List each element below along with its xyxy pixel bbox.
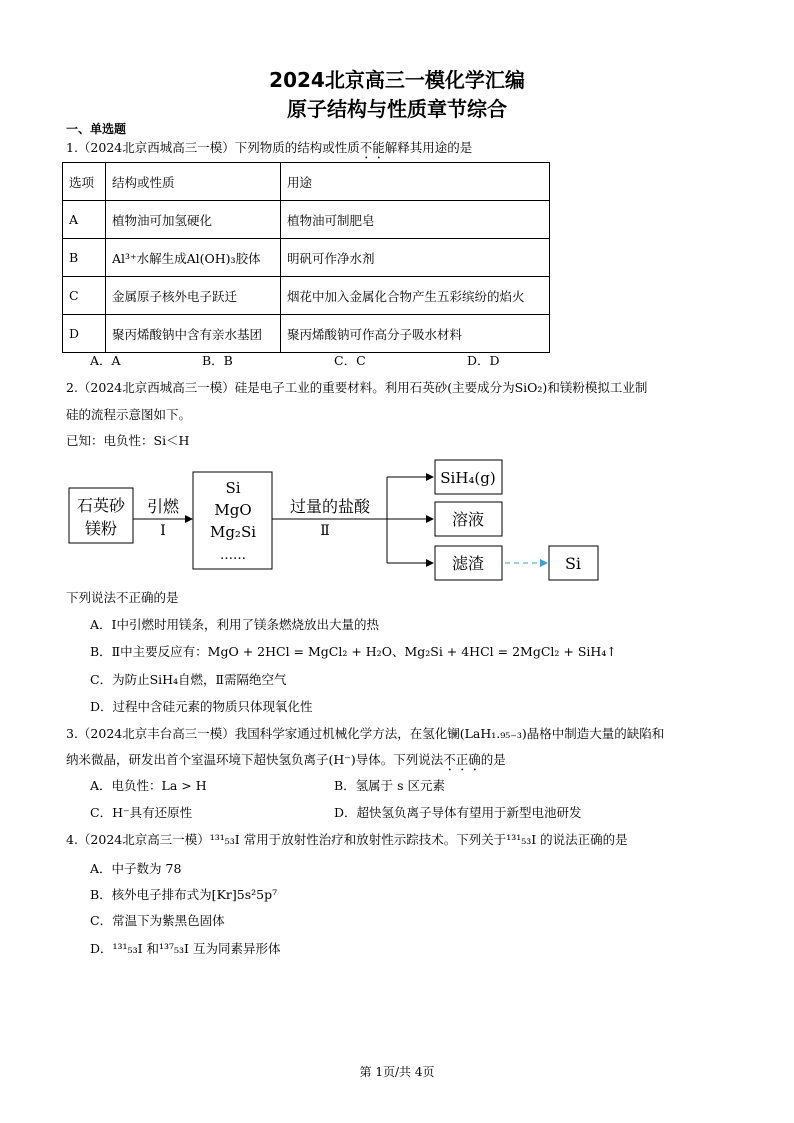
- q2-prompt: 下列说法不正确的是: [66, 590, 179, 605]
- q1-stem-a: 1.（2024北京西城高三一模）下列物质的结构或性质: [66, 140, 360, 155]
- table-cell: 烟花中加入金属化合物产生五彩缤纷的焰火: [281, 277, 550, 315]
- q1-stem-emph: 不能: [359, 140, 385, 155]
- q2-option-a: A．Ⅰ中引燃时用镁条，利用了镁条燃烧放出大量的热: [90, 617, 379, 632]
- table-row: [63, 315, 550, 353]
- table-row: [63, 239, 550, 277]
- table-cell: D: [63, 315, 106, 353]
- table-cell: 植物油可制肥皂: [281, 201, 550, 239]
- q1-option-c: C．C: [334, 353, 366, 368]
- table-row: [63, 277, 550, 315]
- flow-out2: 溶液: [451, 510, 485, 529]
- flow-box2-line4: ……: [220, 548, 246, 563]
- q4-option-d: D．¹³¹₅₃I 和¹³⁷₅₃I 互为同素异形体: [90, 941, 281, 956]
- table-cell: A: [63, 201, 106, 239]
- q4-stem: 4.（2024北京高三一模）¹³¹₅₃I 常用于放射性治疗和放射性示踪技术。下列关于¹³¹₅₃I 的说法正确的是: [66, 832, 628, 847]
- flow-box1-line1: 石英砂: [76, 496, 126, 515]
- table-header-cell: 结构或性质: [106, 163, 281, 201]
- flow-box2-line2: MgO: [214, 501, 252, 519]
- section-heading: 一、单选题: [66, 122, 127, 136]
- flow-arrow1-label: 引燃: [146, 497, 180, 516]
- q3-option-b: B．氢属于 s 区元素: [334, 778, 446, 793]
- table-cell: 明矾可作净水剂: [281, 239, 550, 277]
- q1-stem: [66, 140, 472, 162]
- flow-arrow1-step: Ⅰ: [160, 523, 166, 539]
- q2-stem-line1: 2.（2024北京西城高三一模）硅是电子工业的重要材料。利用石英砂(主要成分为SiO₂)和镁粉模拟工业制: [66, 380, 648, 395]
- q2-known: 已知：电负性：Si＜H: [66, 433, 190, 448]
- q3-stem-line2: [66, 752, 506, 774]
- q4-option-a: A．中子数为 78: [90, 861, 182, 876]
- q1-option-a: A．A: [90, 353, 121, 368]
- flow-out3: 滤渣: [451, 554, 485, 573]
- q1-stem-b: 解释其用途的是: [384, 140, 473, 155]
- q2-flow-diagram: [0, 455, 794, 585]
- flow-arrow2-step: Ⅱ: [320, 523, 330, 539]
- table-cell: 聚丙烯酸钠可作高分子吸水材料: [281, 315, 550, 353]
- q1-option-d: D．D: [467, 353, 500, 368]
- flow-out4: Si: [564, 554, 582, 573]
- q3-stem-line1: 3.（2024北京丰台高三一模）我国科学家通过机械化学方法，在氢化镧(LaH₁.₉₅₋₃)晶格中制造大量的缺陷和: [66, 726, 665, 741]
- document-title-line2: 原子结构与性质章节综合: [287, 97, 507, 121]
- page-footer: 第 1页/共 4页: [359, 1065, 435, 1079]
- q3-stem-emph: 不正确: [443, 752, 481, 767]
- table-header-cell: 选项: [63, 163, 106, 201]
- q4-option-c: C．常温下为紫黑色固体: [90, 913, 225, 928]
- q2-option-c: C．为防止SiH₄自燃，Ⅱ需隔绝空气: [90, 672, 287, 687]
- table-cell: Al³⁺水解生成Al(OH)₃胶体: [106, 239, 281, 277]
- q3-option-c: C．H⁻具有还原性: [90, 805, 193, 820]
- table-row: [63, 201, 550, 239]
- table-cell: 聚丙烯酸钠中含有亲水基团: [106, 315, 281, 353]
- q2-stem-line2: 硅的流程示意图如下。: [66, 407, 192, 422]
- table-cell: 植物油可加氢硬化: [106, 201, 281, 239]
- q3-option-d: D．超快氢负离子导体有望用于新型电池研发: [334, 805, 582, 820]
- table-cell: 金属原子核外电子跃迁: [106, 277, 281, 315]
- table-header-cell: 用途: [281, 163, 550, 201]
- q3-option-a: A．电负性：La > H: [90, 778, 207, 793]
- flow-box2-line1: Si: [225, 479, 241, 497]
- table-cell: B: [63, 239, 106, 277]
- flow-out1: SiH₄(g): [440, 469, 496, 487]
- q3-stem-2a: 纳米微晶，研发出首个室温环境下超快氢负离子(H⁻)导体。下列说法: [66, 752, 444, 767]
- flow-arrow2-label: 过量的盐酸: [289, 497, 371, 516]
- table-header-row: [63, 163, 550, 201]
- q4-option-b: B．核外电子排布式为[Kr]5s²5p⁷: [90, 887, 278, 902]
- flow-box2-line3: Mg₂Si: [209, 523, 257, 541]
- q2-option-d: D．过程中含硅元素的物质只体现氧化性: [90, 699, 313, 714]
- q1-table: [62, 162, 550, 353]
- flow-box1-line2: 镁粉: [84, 519, 118, 538]
- q3-stem-2b: 的是: [480, 752, 506, 767]
- q1-option-b: B．B: [202, 353, 233, 368]
- q2-option-b: B．Ⅱ中主要反应有：MgO + 2HCl = MgCl₂ + H₂O、Mg₂Si + 4HCl = 2MgCl₂ + SiH₄↑: [90, 644, 617, 659]
- table-cell: C: [63, 277, 106, 315]
- document-title-line1: 2024北京高三一模化学汇编: [269, 68, 525, 92]
